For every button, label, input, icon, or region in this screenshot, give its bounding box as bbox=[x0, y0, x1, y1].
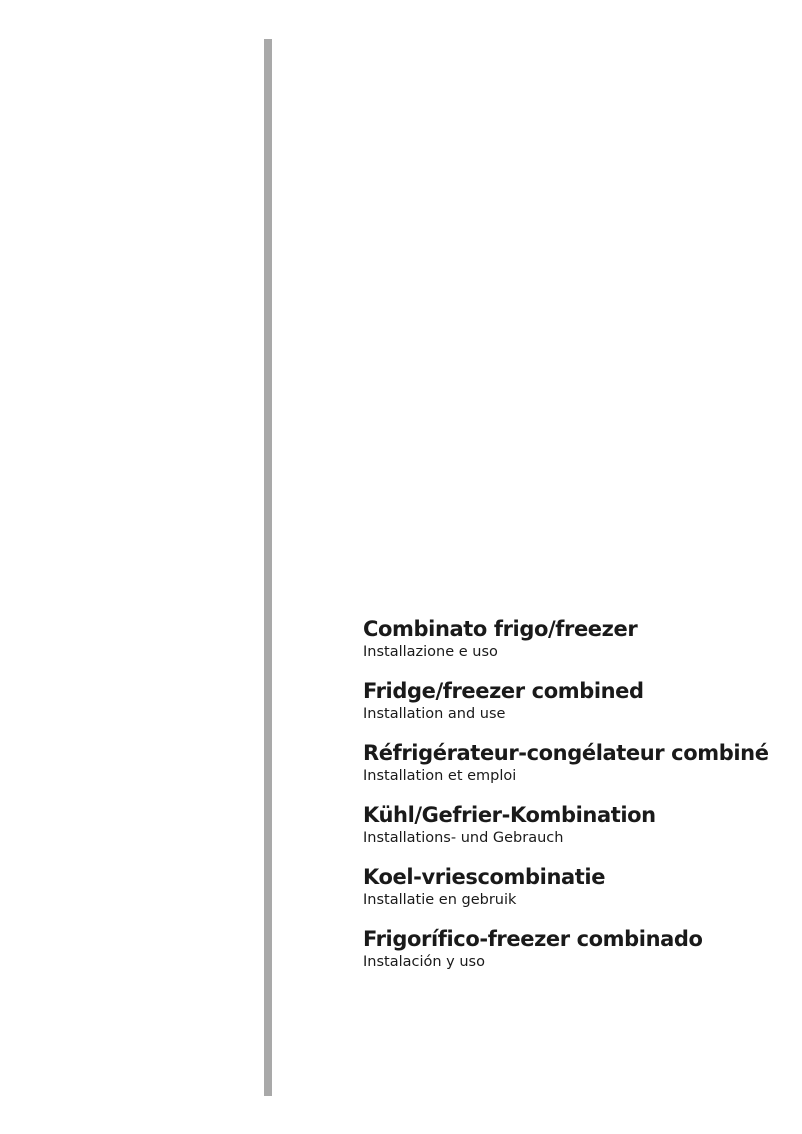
title-entry-english bbox=[363, 678, 793, 740]
product-subtitle: Installatie en gebruik bbox=[363, 892, 517, 908]
product-subtitle: Installations- und Gebrauch bbox=[363, 830, 564, 846]
title-entry-spanish bbox=[363, 926, 793, 988]
title-entry-german bbox=[363, 802, 793, 864]
product-title: Kühl/Gefrier-Kombination bbox=[363, 803, 656, 827]
vertical-gray-rule bbox=[264, 39, 272, 1096]
title-entry-french bbox=[363, 740, 793, 802]
product-title: Koel-vriescombinatie bbox=[363, 865, 606, 889]
product-title: Frigorífico-freezer combinado bbox=[363, 927, 703, 951]
product-title: Combinato frigo/freezer bbox=[363, 617, 638, 641]
title-entry-italian bbox=[363, 616, 793, 678]
product-subtitle: Installation et emploi bbox=[363, 768, 517, 784]
product-subtitle: Installazione e uso bbox=[363, 644, 498, 660]
product-subtitle: Installation and use bbox=[363, 706, 506, 722]
product-subtitle: Instalación y uso bbox=[363, 954, 485, 970]
product-title: Réfrigérateur-congélateur combiné bbox=[363, 741, 769, 765]
product-title: Fridge/freezer combined bbox=[363, 679, 644, 703]
title-entry-dutch bbox=[363, 864, 793, 926]
language-title-list bbox=[363, 616, 793, 988]
